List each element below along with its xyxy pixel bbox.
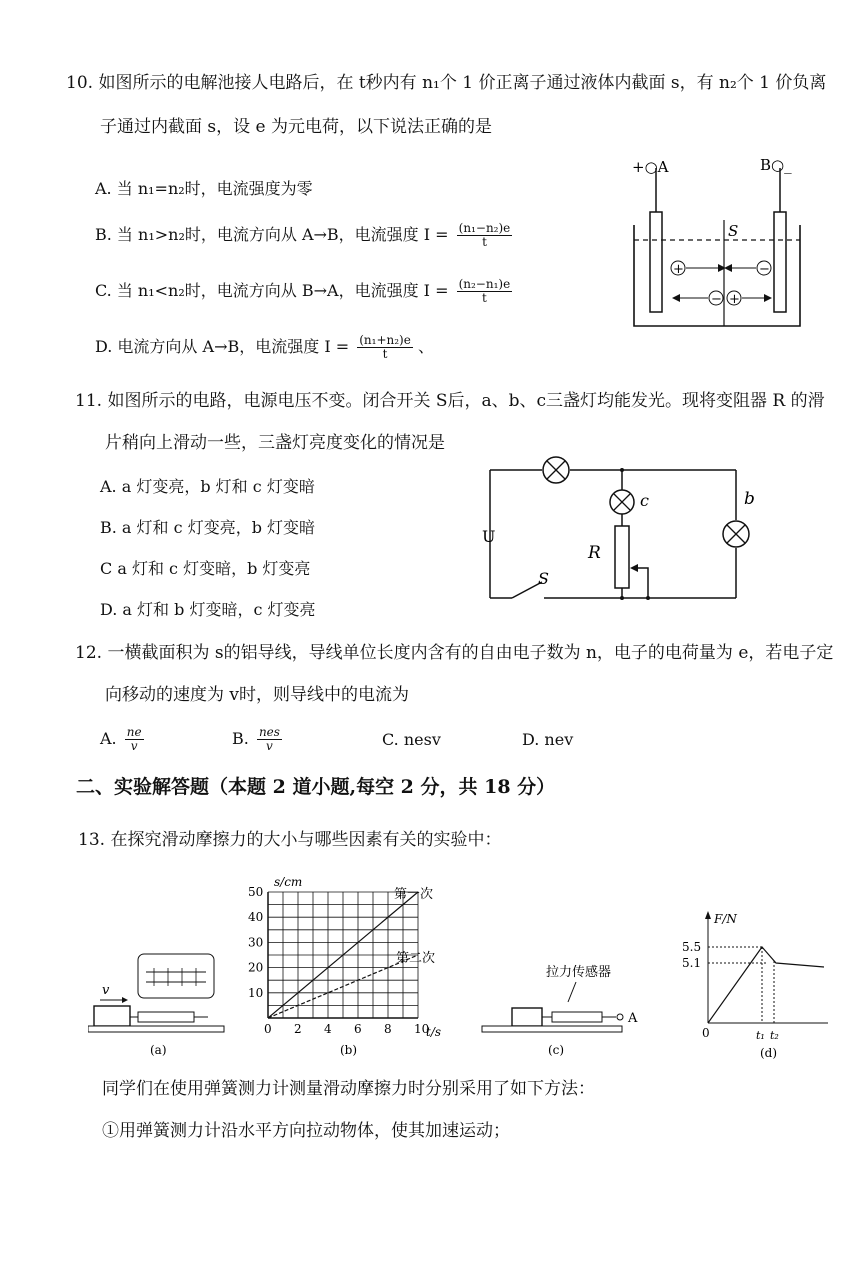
q12-option-d: D. nev [522, 730, 574, 749]
q10-option-d [95, 334, 434, 361]
board [88, 1026, 224, 1032]
svg-text:−: − [759, 262, 770, 277]
q10-option-c [95, 278, 512, 305]
chart-y-tick-label: 50 [248, 885, 264, 899]
ft-t1-label: t₁ [756, 1029, 765, 1042]
ft-curve [708, 947, 824, 1023]
electrode-b [774, 212, 786, 312]
spring-scale [138, 1012, 194, 1022]
q10-option-b-text: B. 当 n₁>n₂时，电流方向从 A→B，电流强度 I = [95, 225, 449, 244]
section-heading: 二、实验解答题（本题 2 道小题,每空 2 分，共 18 分） [76, 776, 556, 798]
fraction-numerator: (n₂−n₁)e [458, 277, 511, 291]
figure-a [88, 950, 228, 1060]
q11-stem-line1: 11. 如图所示的电路，电源电压不变。闭合开关 S后，a、b、c三盏灯均能发光。现将变阻器 R 的滑 [75, 391, 825, 411]
chart-y-axis-label: s/cm [274, 875, 303, 889]
lamp-b-label: b [744, 489, 755, 509]
chart-y-tick-label: 40 [248, 910, 264, 925]
force-sensor-label: 拉力传感器 [546, 965, 612, 980]
chart-x-tick-label: 2 [294, 1022, 302, 1036]
fraction-denominator: t [382, 347, 388, 361]
circuit-figure [470, 450, 770, 610]
board [482, 1026, 622, 1032]
chart-x-axis-label: t/s [426, 1025, 442, 1039]
chart-x-tick-label: 10 [414, 1022, 430, 1036]
q10-option-d-text: D. 电流方向从 A→B，电流强度 I = [95, 337, 350, 356]
q11-stem-line2: 片稍向上滑动一些，三盏灯亮度变化的情况是 [105, 433, 445, 453]
q12-option-b-fraction [257, 726, 282, 753]
q11-option-a: A. a 灯变亮，b 灯和 c 灯变暗 [100, 477, 315, 496]
figure-b-caption: (b) [340, 1043, 358, 1057]
q12-stem-line2: 向移动的速度为 v时，则导线中的电流为 [105, 685, 410, 705]
fraction-denominator: t [482, 235, 487, 249]
fraction-numerator: (n₁−n₂)e [458, 221, 511, 235]
ft-chart [678, 905, 838, 1065]
figure-d-caption: (d) [760, 1046, 778, 1060]
fraction-denominator: v [130, 739, 138, 753]
voltage-u-label: U [482, 527, 496, 546]
q10-option-b-fraction [457, 222, 513, 249]
point-a-label: A [628, 1011, 638, 1026]
ft-y-tick-5-1: 5.1 [682, 956, 702, 970]
chart-x-tick-label: 4 [324, 1022, 332, 1036]
force-sensor [552, 1012, 602, 1022]
q11-option-b: B. a 灯和 c 灯变亮，b 灯变暗 [100, 518, 316, 537]
q12-option-b [232, 726, 282, 753]
chart-x-tick-label: 8 [384, 1022, 392, 1036]
magnified-scale-callout [138, 954, 214, 998]
q13-text-line3: ①用弹簧测力计沿水平方向拉动物体，使其加速运动； [102, 1121, 510, 1141]
q13-stem-line1: 13. 在探究滑动摩擦力的大小与哪些因素有关的实验中： [78, 830, 502, 850]
q10-option-d-fraction [357, 334, 413, 361]
q10-option-d-tail: 、 [417, 337, 434, 356]
lamp-c-label: c [640, 491, 649, 510]
q11-option-c: C a 灯和 c 灯变暗，b 灯变亮 [100, 559, 311, 578]
fraction-numerator: nes [258, 725, 280, 739]
electrolytic-cell-figure [628, 150, 808, 335]
figure-a-caption: (a) [150, 1043, 167, 1057]
switch-s-label: S [538, 569, 549, 588]
rheostat-label: R [588, 543, 601, 563]
q10-option-c-fraction [457, 278, 513, 305]
fraction-numerator: (n₁+n₂)e [359, 333, 411, 347]
q13-text-line2: 同学们在使用弹簧测力计测量滑动摩擦力时分别采用了如下方法： [102, 1079, 595, 1099]
series-2-label: 第二次 [396, 951, 436, 966]
q12-option-a-fraction [125, 726, 144, 753]
q10-stem-line2: 子通过内截面 s，设 e 为元电荷，以下说法正确的是 [100, 117, 492, 137]
section-s-label: S [728, 222, 739, 240]
electrode-a-label: +○A [632, 158, 669, 176]
block [94, 1006, 130, 1026]
electrode-b-label: B○_ [760, 156, 792, 174]
q12-option-a [100, 726, 144, 753]
fraction-numerator: ne [126, 725, 142, 739]
electrode-a [650, 212, 662, 312]
svg-text:+: + [729, 292, 740, 307]
figure-c [480, 960, 650, 1060]
chart-y-tick-label: 20 [248, 960, 264, 975]
fraction-denominator: v [266, 739, 273, 753]
velocity-label: v [102, 983, 110, 998]
ft-y-axis-label: F/N [714, 912, 737, 926]
rheostat-r [615, 526, 629, 588]
svg-text:+: + [673, 262, 684, 277]
q12-option-a-label: A. [100, 729, 117, 748]
st-chart [236, 872, 446, 1062]
block [512, 1008, 542, 1026]
chart-y-tick-label: 10 [248, 985, 264, 1000]
q11-option-d: D. a 灯和 b 灯变暗，c 灯变亮 [100, 600, 316, 619]
svg-text:−: − [711, 292, 722, 307]
chart-x-tick-label: 0 [264, 1022, 272, 1036]
q10-stem-line1: 10. 如图所示的电解池接人电路后，在 t秒内有 n₁个 1 价正离子通过液体内截面 s，有 n₂个 1 价负离 [66, 73, 827, 93]
ft-y-tick-5-5: 5.5 [682, 940, 702, 954]
q10-option-b [95, 222, 512, 249]
figure-c-caption: (c) [548, 1043, 565, 1057]
ft-origin-label: 0 [702, 1026, 710, 1040]
q12-option-c: C. nesv [382, 730, 441, 749]
q10-option-c-text: C. 当 n₁<n₂时，电流方向从 B→A，电流强度 I = [95, 281, 449, 300]
chart-x-tick-label: 6 [354, 1022, 362, 1036]
q10-option-a: A. 当 n₁=n₂时，电流强度为零 [95, 179, 313, 198]
series-1-label: 第一次 [394, 887, 434, 902]
q12-option-b-label: B. [232, 729, 249, 748]
fraction-denominator: t [481, 291, 487, 305]
ft-t2-label: t₂ [770, 1029, 779, 1042]
q12-stem-line1: 12. 一横截面积为 s的铝导线，导线单位长度内含有的自由电子数为 n，电子的电荷量为 e，若电子定 [75, 643, 834, 663]
chart-y-tick-label: 30 [248, 935, 264, 950]
